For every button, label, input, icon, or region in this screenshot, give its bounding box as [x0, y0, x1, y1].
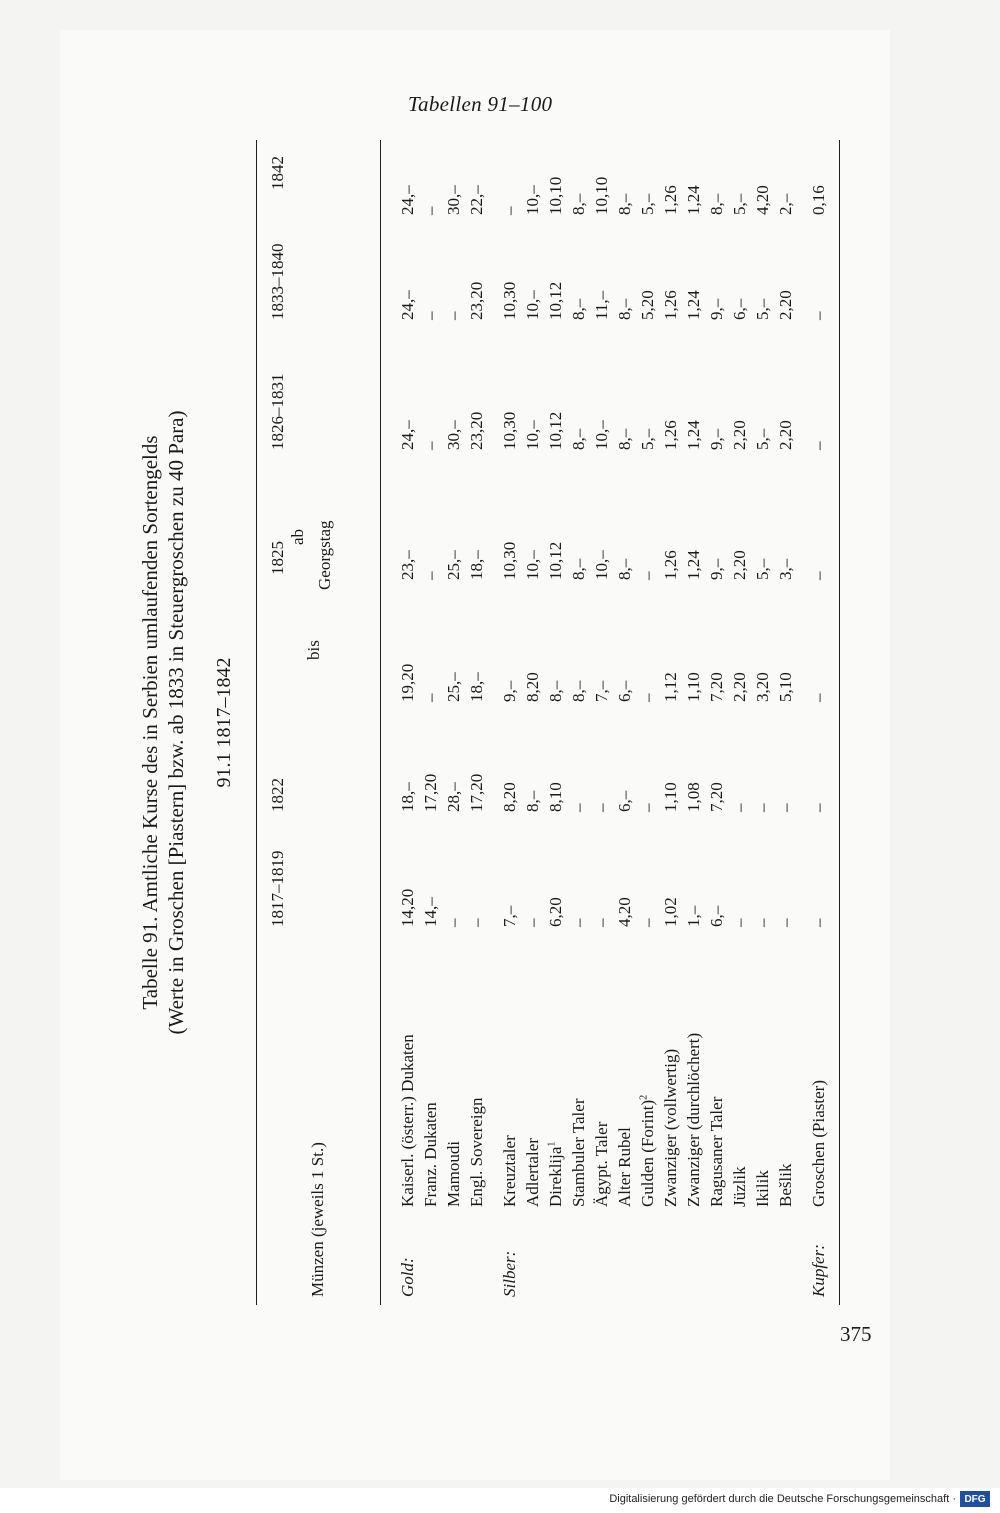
- value-cell: 25,–: [444, 550, 463, 580]
- header-1833-1840: 1833–1840: [268, 243, 287, 320]
- value-cell: 7,–: [500, 905, 519, 927]
- value-cell: 10,12: [546, 411, 565, 450]
- value-cell: 6,–: [615, 680, 634, 702]
- coin-name-text: Mamoudi: [444, 1140, 463, 1207]
- value-cell: –: [809, 441, 828, 450]
- table-row: [421, 140, 444, 1305]
- value-cell: 6,–: [730, 298, 749, 320]
- coin-name: [467, 1097, 487, 1207]
- table-row: [523, 140, 546, 1305]
- value-cell: 18,–: [398, 782, 417, 812]
- value-cell: –: [523, 918, 542, 927]
- value-cell: 1,10: [661, 782, 680, 812]
- rule-bottom: [839, 140, 840, 1305]
- value-cell: –: [569, 803, 588, 812]
- value-cell: 8,–: [569, 558, 588, 580]
- value-cell: 30,–: [444, 420, 463, 450]
- value-cell: –: [730, 918, 749, 927]
- coin-name-text: Ragusaner Taler: [707, 1096, 726, 1207]
- value-cell: 5,–: [638, 193, 657, 215]
- value-cell: 11,–: [592, 290, 611, 320]
- running-header: Tabellen 91–100: [408, 92, 553, 116]
- value-cell: 17,20: [421, 773, 440, 812]
- value-cell: –: [444, 311, 463, 320]
- table-row: [569, 140, 592, 1305]
- table-caption-line1: Tabelle 91. Amtliche Kurse des in Serbien umlaufenden Sortengelds: [138, 435, 162, 1010]
- header-1826-1831: 1826–1831: [268, 373, 287, 450]
- coin-name: [500, 1135, 520, 1207]
- value-cell: 8,–: [523, 790, 542, 812]
- coin-name: [615, 1127, 635, 1207]
- value-cell: 1,08: [684, 782, 703, 812]
- coin-name-text: Engl. Sovereign: [467, 1097, 486, 1207]
- coin-name: [444, 1141, 464, 1207]
- value-cell: 17,20: [467, 773, 486, 812]
- table-row: [467, 140, 490, 1305]
- value-cell: –: [809, 918, 828, 927]
- value-cell: 6,20: [546, 897, 565, 927]
- value-cell: 24,–: [398, 290, 417, 320]
- value-cell: –: [592, 918, 611, 927]
- coin-name-text: Bešlik: [776, 1163, 795, 1207]
- header-1842: 1842: [268, 156, 287, 190]
- header-ab: ab: [288, 528, 307, 545]
- header-georgstag: Georgstag: [315, 520, 334, 590]
- value-cell: 1,–: [684, 905, 703, 927]
- coin-name: [707, 1097, 727, 1207]
- value-cell: 10,–: [523, 420, 542, 450]
- coin-name: [398, 1034, 418, 1207]
- value-cell: 10,12: [546, 281, 565, 320]
- value-cell: 9,–: [707, 298, 726, 320]
- coin-name: [753, 1170, 773, 1207]
- value-cell: 1,10: [684, 672, 703, 702]
- table-row: [753, 140, 776, 1305]
- value-cell: 7,–: [592, 680, 611, 702]
- value-cell: 2,20: [730, 672, 749, 702]
- value-cell: 30,–: [444, 185, 463, 215]
- value-cell: 1,24: [684, 420, 703, 450]
- rule-top: [256, 140, 257, 1305]
- value-cell: 19,20: [398, 663, 417, 702]
- coin-name: [421, 1102, 441, 1207]
- coin-name-text: Gulden (Forint): [638, 1099, 657, 1207]
- value-cell: 6,–: [615, 790, 634, 812]
- table-row: [444, 140, 467, 1305]
- value-cell: 2,20: [730, 420, 749, 450]
- coin-name-text: Ikilik: [753, 1170, 772, 1207]
- table-caption-line2: (Werte in Groschen [Piastern] bzw. ab 1833 in Steuergroschen zu 40 Para): [164, 410, 188, 1035]
- value-cell: 5,–: [730, 193, 749, 215]
- value-cell: 1,26: [661, 550, 680, 580]
- value-cell: 8,–: [569, 298, 588, 320]
- table-row: [500, 140, 523, 1305]
- value-cell: 1,26: [661, 420, 680, 450]
- value-cell: 23,20: [467, 411, 486, 450]
- value-cell: 10,30: [500, 411, 519, 450]
- table-subtitle: 91.1 1817–1842: [213, 657, 235, 788]
- table-row: [592, 140, 615, 1305]
- value-cell: –: [753, 918, 772, 927]
- value-cell: 8,–: [615, 298, 634, 320]
- value-cell: 5,10: [776, 672, 795, 702]
- value-cell: 22,–: [467, 185, 486, 215]
- footnote-marker: 2: [638, 1094, 650, 1100]
- value-cell: –: [421, 571, 440, 580]
- value-cell: –: [809, 571, 828, 580]
- coin-name: [809, 1080, 829, 1207]
- coin-name-text: Franz. Dukaten: [421, 1102, 440, 1207]
- dfg-logo: DFG: [960, 1491, 990, 1507]
- value-cell: 23,–: [398, 550, 417, 580]
- category-label: Silber:: [500, 1250, 519, 1297]
- value-cell: 23,20: [467, 281, 486, 320]
- table-row: [398, 140, 421, 1305]
- value-cell: –: [809, 693, 828, 702]
- value-cell: 2,20: [776, 420, 795, 450]
- value-cell: 3,–: [776, 558, 795, 580]
- value-cell: 9,–: [500, 680, 519, 702]
- value-cell: 8,–: [569, 428, 588, 450]
- value-cell: 24,–: [398, 185, 417, 215]
- rule-header: [380, 140, 381, 1305]
- value-cell: –: [421, 693, 440, 702]
- value-cell: –: [638, 693, 657, 702]
- header-coins: Münzen (jeweils 1 St.): [308, 1142, 327, 1297]
- value-cell: 10,–: [523, 550, 542, 580]
- value-cell: –: [809, 311, 828, 320]
- value-cell: 8,–: [615, 428, 634, 450]
- coin-name-text: Direklija: [546, 1146, 565, 1207]
- value-cell: 8,–: [615, 558, 634, 580]
- value-cell: 1,12: [661, 672, 680, 702]
- value-cell: 2,–: [776, 193, 795, 215]
- value-cell: 1,02: [661, 897, 680, 927]
- coin-name-text: Groschen (Piaster): [809, 1080, 828, 1207]
- value-cell: 8,–: [569, 680, 588, 702]
- value-cell: 10,10: [592, 176, 611, 215]
- table-row: [661, 140, 684, 1305]
- value-cell: 1,26: [661, 290, 680, 320]
- header-1822: 1822: [268, 778, 287, 812]
- value-cell: –: [592, 803, 611, 812]
- value-cell: 8,20: [523, 672, 542, 702]
- value-cell: 7,20: [707, 672, 726, 702]
- value-cell: 14,–: [421, 897, 440, 927]
- value-cell: –: [421, 206, 440, 215]
- table-row: [615, 140, 638, 1305]
- coin-name: [523, 1138, 543, 1207]
- header-1817-1819: 1817–1819: [268, 850, 287, 927]
- value-cell: 10,12: [546, 541, 565, 580]
- table-row: [809, 140, 832, 1305]
- value-cell: 1,26: [661, 185, 680, 215]
- coin-name: [730, 1166, 750, 1207]
- value-cell: 2,20: [730, 550, 749, 580]
- value-cell: 18,–: [467, 550, 486, 580]
- coin-name-text: Kreuztaler: [500, 1135, 519, 1207]
- coin-name-text: Alter Rubel: [615, 1127, 634, 1207]
- header-1825: 1825: [268, 541, 287, 575]
- coin-name: [569, 1099, 589, 1208]
- category-label: Gold:: [398, 1257, 417, 1297]
- value-cell: 10,–: [523, 185, 542, 215]
- value-cell: –: [638, 918, 657, 927]
- footer-bar: [0, 1488, 1000, 1513]
- coin-name-text: Stambuler Taler: [569, 1098, 588, 1207]
- coin-name-text: Jüzlik: [730, 1166, 749, 1207]
- value-cell: –: [500, 206, 519, 215]
- value-cell: 25,–: [444, 672, 463, 702]
- value-cell: 7,20: [707, 782, 726, 812]
- value-cell: 10,–: [523, 290, 542, 320]
- value-cell: 1,24: [684, 185, 703, 215]
- value-cell: 14,20: [398, 888, 417, 927]
- value-cell: 10,–: [592, 550, 611, 580]
- value-cell: –: [421, 311, 440, 320]
- table-row: [546, 140, 569, 1305]
- value-cell: 4,20: [615, 897, 634, 927]
- value-cell: 18,–: [467, 672, 486, 702]
- footer-text: Digitalisierung gefördert durch die Deutsche Forschungsgemeinschaft ·: [609, 1493, 956, 1505]
- value-cell: 1,24: [684, 550, 703, 580]
- value-cell: 10,30: [500, 281, 519, 320]
- coin-name-text: Zwanziger (vollwertig): [661, 1048, 680, 1207]
- coin-name-text: Ägypt. Taler: [592, 1121, 611, 1207]
- value-cell: –: [809, 803, 828, 812]
- value-cell: –: [753, 803, 772, 812]
- page-number: 375: [840, 1322, 872, 1346]
- value-cell: 8,10: [546, 782, 565, 812]
- coin-name: [661, 1049, 681, 1207]
- value-cell: 5,20: [638, 290, 657, 320]
- value-cell: 5,–: [753, 428, 772, 450]
- coin-name: [546, 1142, 566, 1207]
- value-cell: 5,–: [638, 428, 657, 450]
- value-cell: –: [638, 571, 657, 580]
- coin-name-text: Adlertaler: [523, 1138, 542, 1207]
- value-cell: 2,20: [776, 290, 795, 320]
- value-cell: 10,–: [592, 420, 611, 450]
- header-bis: bis: [304, 640, 323, 660]
- value-cell: 1,24: [684, 290, 703, 320]
- coin-name: [776, 1164, 796, 1207]
- footnote-marker: 1: [546, 1141, 558, 1147]
- value-cell: –: [467, 918, 486, 927]
- value-cell: 9,–: [707, 558, 726, 580]
- value-cell: –: [776, 918, 795, 927]
- value-cell: 28,–: [444, 782, 463, 812]
- value-cell: 9,–: [707, 428, 726, 450]
- coin-name-text: Zwanziger (durchlöchert): [684, 1032, 703, 1207]
- value-cell: –: [569, 918, 588, 927]
- value-cell: 10,10: [546, 176, 565, 215]
- category-label: Kupfer:: [809, 1244, 828, 1297]
- value-cell: 10,30: [500, 541, 519, 580]
- value-cell: 4,20: [753, 185, 772, 215]
- table-row: [730, 140, 753, 1305]
- table-row: [638, 140, 661, 1305]
- coin-name: [684, 1033, 704, 1207]
- value-cell: 8,–: [615, 193, 634, 215]
- value-cell: 0,16: [809, 185, 828, 215]
- coin-name: [592, 1122, 612, 1207]
- value-cell: –: [638, 803, 657, 812]
- coin-name-text: Kaiserl. (österr.) Dukaten: [398, 1034, 417, 1207]
- value-cell: 3,20: [753, 672, 772, 702]
- value-cell: 8,–: [707, 193, 726, 215]
- value-cell: 5,–: [753, 298, 772, 320]
- value-cell: 8,20: [500, 782, 519, 812]
- table-row: [776, 140, 799, 1305]
- table-row: [684, 140, 707, 1305]
- value-cell: 5,–: [753, 558, 772, 580]
- rotated-table: [118, 140, 878, 1305]
- value-cell: –: [776, 803, 795, 812]
- value-cell: 24,–: [398, 420, 417, 450]
- table-row: [707, 140, 730, 1305]
- value-cell: 8,–: [546, 680, 565, 702]
- value-cell: –: [730, 803, 749, 812]
- value-cell: 8,–: [569, 193, 588, 215]
- coin-name: [638, 1095, 658, 1207]
- value-cell: –: [444, 918, 463, 927]
- value-cell: 6,–: [707, 905, 726, 927]
- value-cell: –: [421, 441, 440, 450]
